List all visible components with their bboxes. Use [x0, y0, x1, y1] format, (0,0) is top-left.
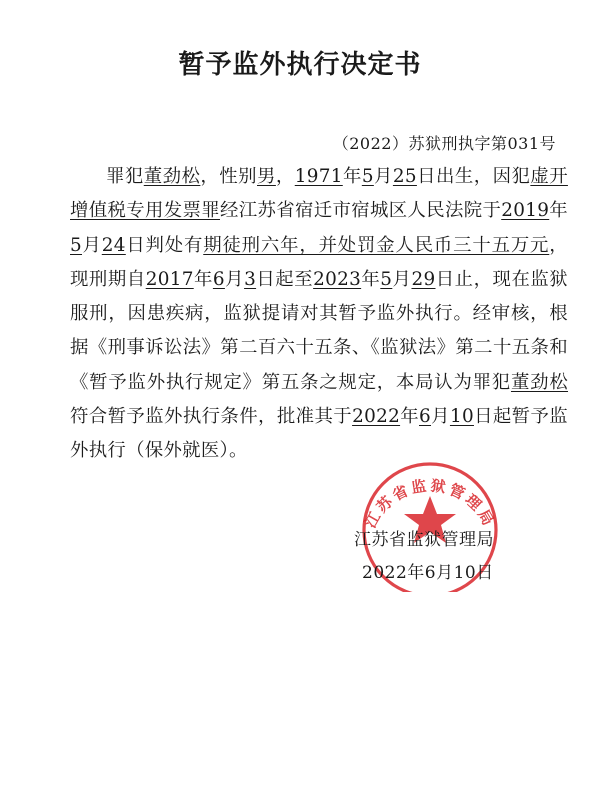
body-text-segment: 经江苏省宿迁市宿城区人民法院于 [219, 200, 502, 222]
body-text-segment: 日判处有 [125, 234, 204, 256]
criminal-name-repeat: 董劲松 [510, 371, 569, 393]
body-text-segment: 年 [361, 268, 381, 290]
body-text-segment: 月 [224, 268, 245, 290]
term-start-year: 2017 [145, 268, 194, 290]
body-text-segment: 罪犯 [106, 166, 144, 187]
body-text-segment: 日止，现在监狱服刑，因患疾病，监狱提请对其暂予监外执行。经审核，根据《刑事诉讼法》第二百六十五条、《监狱法》第二十五条和《暂予监外执行规定》第五条之规定，本局认为罪犯 [70, 268, 568, 393]
body-text-segment: ， [275, 166, 295, 187]
document-number: （2022）苏狱刑执字第031号 [332, 134, 556, 153]
body-text-segment: 日出生，因犯 [416, 166, 531, 187]
body-text-segment: ，性别 [200, 166, 257, 187]
judgment-day: 24 [101, 234, 126, 256]
body-text-segment: 日起至 [256, 268, 314, 290]
body-text-segment: 月 [373, 166, 393, 187]
crime: 虚开增值税专用发票罪 [70, 166, 568, 222]
body-text-segment: ，现刑期自 [70, 234, 568, 290]
criminal-name: 董劲松 [143, 166, 201, 187]
body-text-segment: 年 [400, 406, 419, 428]
release-month: 6 [419, 406, 432, 428]
judgment-month: 5 [70, 234, 83, 256]
term-start-month: 6 [212, 268, 225, 290]
document-title: 暂予监外执行决定书 [178, 50, 422, 80]
body-text-segment: 年 [549, 200, 568, 222]
release-year: 2022 [352, 406, 401, 428]
body-text-segment: 月 [82, 234, 102, 256]
gender: 男 [257, 166, 276, 187]
judgment-year: 2019 [501, 200, 550, 222]
body-text-segment: 年 [193, 268, 213, 290]
body-text-segment: 月 [431, 406, 450, 428]
term-end-year: 2023 [313, 268, 362, 290]
decision-body [70, 160, 568, 469]
birth-month: 5 [361, 166, 374, 187]
birth-day: 25 [392, 166, 417, 187]
term-start-day: 3 [244, 268, 257, 290]
release-day: 10 [449, 406, 474, 428]
body-text-segment: 符合暂予监外执行条件，批准其于 [70, 406, 353, 428]
issuing-authority: 江苏省监狱管理局 [354, 530, 494, 550]
seal-text: 江苏省监狱管理局 [361, 476, 499, 531]
birth-year: 1971 [294, 166, 343, 187]
body-text-segment: 日起暂予监外执行（保外就医）。 [70, 406, 568, 462]
sentence: 期徒刑六年，并处罚金人民币三十五万元 [203, 234, 550, 256]
term-end-day: 29 [411, 268, 436, 290]
issue-date: 2022年6月10日 [362, 563, 494, 583]
body-text-segment: 年 [342, 166, 362, 187]
body-text-segment: 月 [392, 268, 412, 290]
term-end-month: 5 [380, 268, 393, 290]
